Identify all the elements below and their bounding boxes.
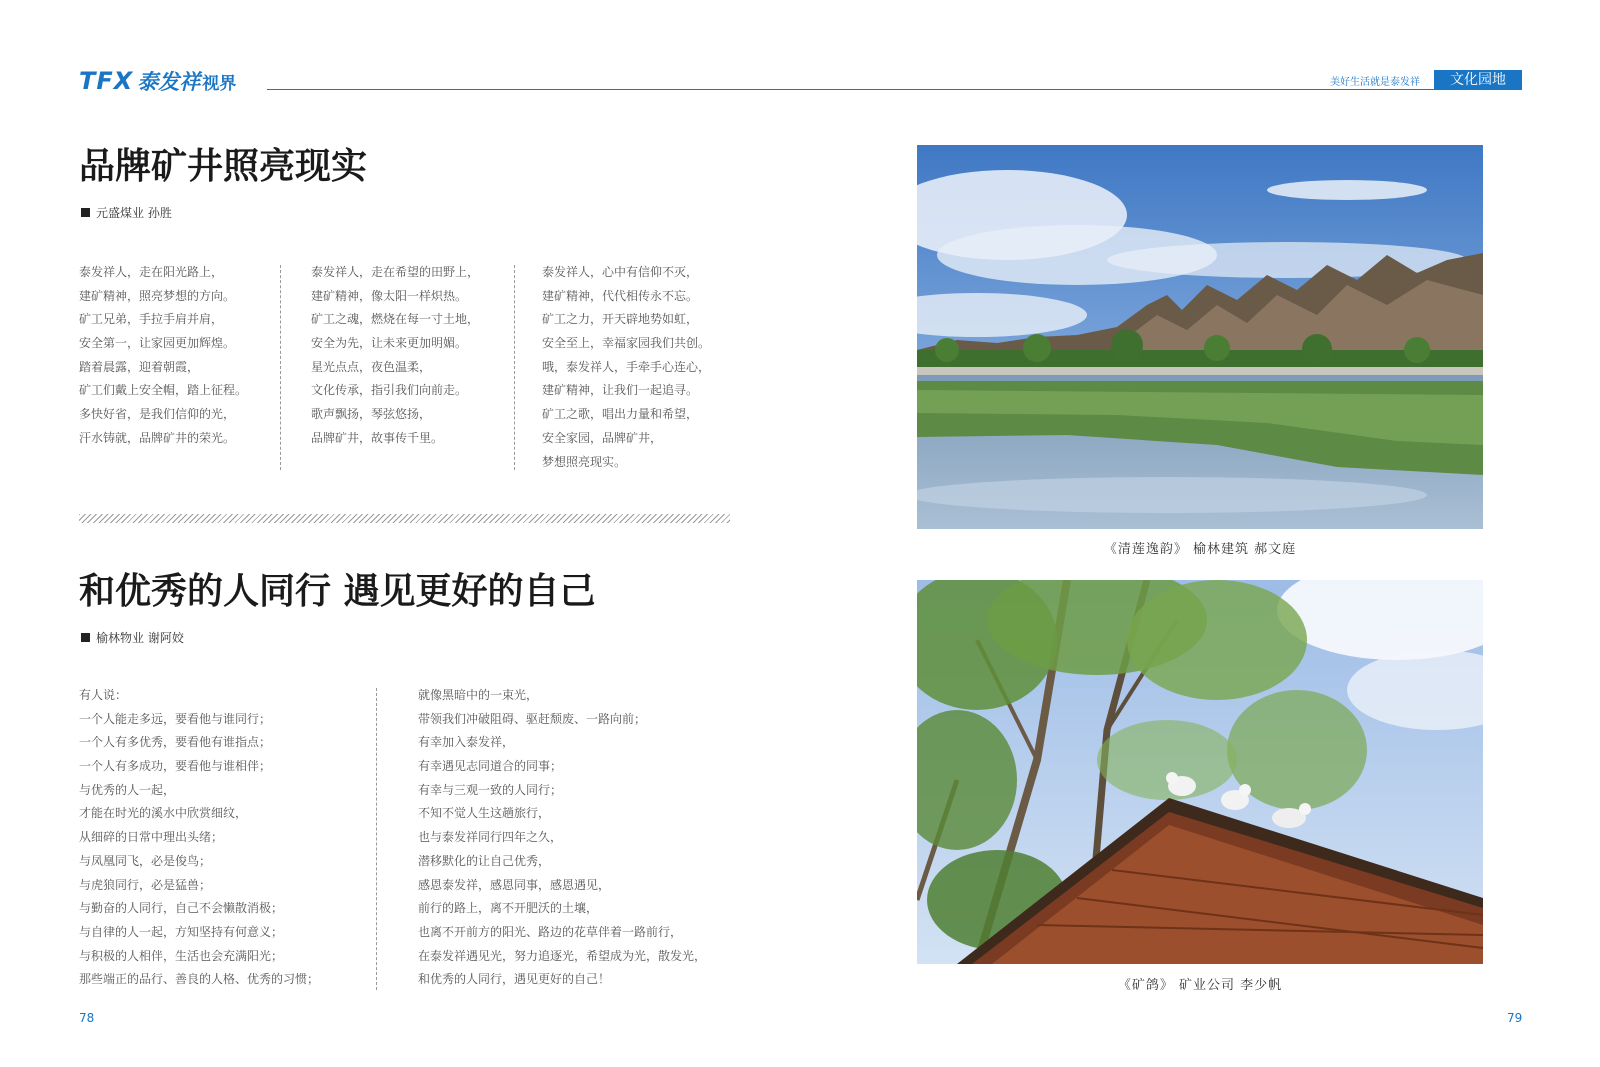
text-line: 也离不开前方的阳光、路边的花草伴着一路前行， bbox=[418, 924, 683, 939]
doves-roof-illustration bbox=[917, 580, 1483, 964]
article2-byline bbox=[81, 629, 184, 646]
poem-line: 文化传承，指引我们向前走。 bbox=[311, 383, 468, 398]
text-line: 一个人有多优秀，要看他有谁指点； bbox=[79, 735, 272, 750]
photo1-caption: 《清莲逸韵》 榆林建筑 郝文庭 bbox=[1103, 542, 1297, 557]
column-divider bbox=[514, 265, 515, 470]
header-divider bbox=[267, 89, 1520, 90]
article2-column-2 bbox=[418, 684, 706, 992]
text-line: 从细碎的日常中理出头绪； bbox=[79, 830, 224, 845]
text-line: 与优秀的人一起， bbox=[79, 782, 176, 797]
text-line: 一个人能走多远，要看他与谁同行； bbox=[79, 711, 272, 726]
text-line: 与勤奋的人同行，自己不会懒散消极； bbox=[79, 901, 284, 916]
photo-doves-roof bbox=[917, 580, 1483, 964]
text-line: 潜移默化的让自己优秀， bbox=[418, 853, 551, 868]
poem-line: 安全至上，幸福家园我们共创。 bbox=[542, 336, 711, 351]
article1-column-2 bbox=[311, 261, 479, 451]
logo-brand: 泰发祥 bbox=[137, 70, 201, 94]
poem-line: 建矿精神，照亮梦想的方向。 bbox=[79, 288, 236, 303]
poem-line: 矿工兄弟，手拉手肩并肩， bbox=[79, 312, 224, 327]
text-line: 与积极的人相伴，生活也会充满阳光； bbox=[79, 948, 284, 963]
text-line: 前行的路上，离不开肥沃的土壤， bbox=[418, 901, 599, 916]
poem-line: 泰发祥人，走在阳光路上， bbox=[79, 265, 224, 279]
text-line: 不知不觉人生这趟旅行， bbox=[418, 806, 551, 821]
poem-line: 安全为先，让未来更加明媚。 bbox=[311, 336, 468, 351]
page-number-left: 78 bbox=[79, 1011, 95, 1025]
text-line: 有人说： bbox=[79, 688, 128, 702]
poem-line: 多快好省，是我们信仰的光， bbox=[79, 407, 236, 422]
photo2-caption: 《矿鸽》 矿业公司 李少帆 bbox=[1117, 978, 1283, 993]
hatched-separator bbox=[79, 514, 730, 523]
byline-square-icon bbox=[81, 208, 90, 217]
poem-line: 品牌矿井，故事传千里。 bbox=[311, 430, 444, 445]
lotus-lake-illustration bbox=[917, 145, 1483, 529]
poem-line: 梦想照亮现实。 bbox=[542, 454, 627, 469]
poem-line: 矿工们戴上安全帽，踏上征程。 bbox=[79, 383, 248, 398]
text-line: 那些端正的品行、善良的人格、优秀的习惯； bbox=[79, 972, 320, 987]
text-line: 带领我们冲破阻碍、驱赶颓废、一路向前； bbox=[418, 711, 647, 726]
text-line: 与自律的人一起，方知坚持有何意义； bbox=[79, 924, 284, 939]
text-line: 就像黑暗中的一束光， bbox=[418, 688, 539, 702]
logo-tfx: TFX bbox=[79, 67, 134, 95]
article1-column-3 bbox=[542, 261, 710, 474]
article1-byline bbox=[81, 204, 172, 221]
text-line: 感恩泰发祥，感恩同事，感恩遇见， bbox=[418, 877, 611, 892]
text-line: 也与泰发祥同行四年之久， bbox=[418, 830, 563, 845]
poem-line: 泰发祥人，走在希望的田野上， bbox=[311, 265, 480, 279]
article2-author: 榆林物业 谢阿姣 bbox=[96, 631, 184, 645]
text-line: 才能在时光的溪水中欣赏细纹， bbox=[79, 806, 248, 821]
text-line: 在泰发祥遇见光，努力追逐光，希望成为光，散发光， bbox=[418, 948, 707, 963]
poem-line: 安全第一，让家园更加辉煌。 bbox=[79, 336, 236, 351]
text-line: 与虎狼同行，必是猛兽； bbox=[79, 877, 212, 892]
text-line: 一个人有多成功，要看他与谁相伴； bbox=[79, 759, 272, 774]
text-line: 有幸遇见志同道合的同事； bbox=[418, 759, 563, 774]
poem-line: 踏着晨露，迎着朝霞， bbox=[79, 359, 200, 374]
article1-column-1 bbox=[79, 261, 247, 451]
poem-line: 歌声飘扬，琴弦悠扬， bbox=[311, 407, 432, 422]
page-number-right: 79 bbox=[1507, 1011, 1523, 1025]
column-divider bbox=[376, 688, 377, 990]
article2-column-1 bbox=[79, 684, 319, 992]
poem-line: 建矿精神，像太阳一样炽热。 bbox=[311, 288, 468, 303]
poem-line: 安全家园，品牌矿井， bbox=[542, 430, 663, 445]
poem-line: 哦，泰发祥人，手牵手心连心， bbox=[542, 359, 711, 374]
text-line: 有幸加入泰发祥， bbox=[418, 735, 515, 750]
photo-lotus-lake bbox=[917, 145, 1483, 529]
logo-vision: 视界 bbox=[202, 73, 237, 94]
poem-line: 泰发祥人，心中有信仰不灭， bbox=[542, 265, 699, 279]
header-slogan: 美好生活就是泰发祥 bbox=[1330, 77, 1420, 88]
poem-line: 建矿精神，让我们一起追寻。 bbox=[542, 383, 699, 398]
poem-line: 矿工之魂，燃烧在每一寸土地， bbox=[311, 312, 480, 327]
poem-line: 星光点点，夜色温柔， bbox=[311, 359, 432, 374]
poem-line: 汗水铸就，品牌矿井的荣光。 bbox=[79, 430, 236, 445]
article2-title: 和优秀的人同行 遇见更好的自己 bbox=[79, 571, 596, 612]
text-line: 和优秀的人同行，遇见更好的自己！ bbox=[418, 972, 611, 987]
column-divider bbox=[280, 265, 281, 470]
article1-title: 品牌矿井照亮现实 bbox=[79, 146, 368, 187]
magazine-logo bbox=[79, 69, 236, 93]
poem-line: 建矿精神，代代相传永不忘。 bbox=[542, 288, 699, 303]
poem-line: 矿工之歌，唱出力量和希望， bbox=[542, 407, 699, 422]
article1-author: 元盛煤业 孙胜 bbox=[96, 206, 172, 220]
text-line: 有幸与三观一致的人同行； bbox=[418, 782, 563, 797]
poem-line: 矿工之力，开天辟地势如虹， bbox=[542, 312, 699, 327]
byline-square-icon bbox=[81, 633, 90, 642]
text-line: 与凤凰同飞，必是俊鸟； bbox=[79, 853, 212, 868]
section-tag: 文化园地 bbox=[1434, 70, 1522, 90]
